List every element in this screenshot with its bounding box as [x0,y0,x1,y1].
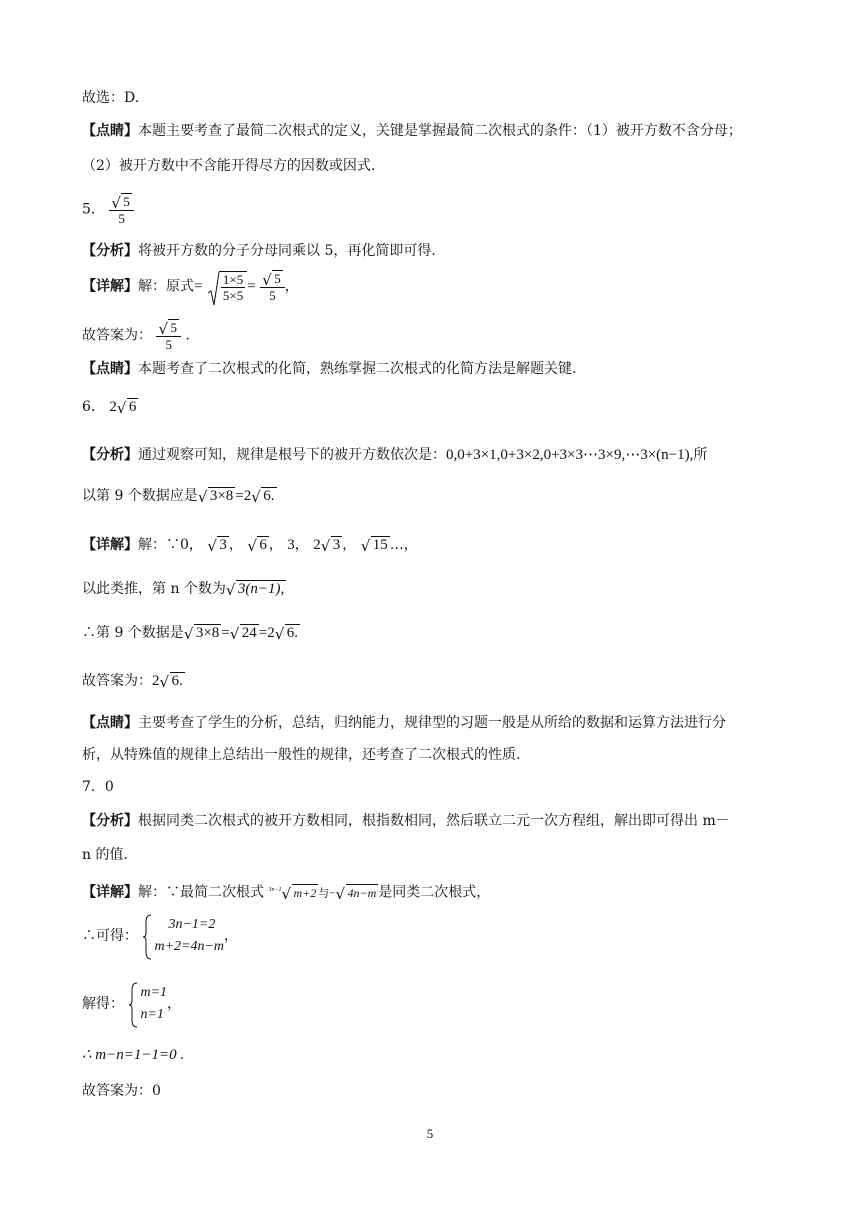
q5-answer-denominator: 5 [109,210,134,226]
q7-therefore: ∴ m−n=1−1=0 . [82,1047,185,1063]
detail-tag: 【详解】 [82,884,138,901]
q5-final-denominator: 5 [156,336,181,352]
q7-rad2: 4n−m [347,885,377,900]
q7-can-get: ∴可得： [82,928,138,944]
q7-eq2: m+2=4n−m [154,939,225,954]
point-tag: 【点睛】 [82,123,138,139]
q5-point-text: 本题考查了二次根式的化简，熟练掌握二次根式的化简方法是解题关键. [138,361,577,377]
q6-analysis-eq: =2 [235,488,252,504]
q6-point-text1: 主要考查了学生的分析，总结，归纳能力，规律型的习题一般是从所给的数据和运算方法进行分 [138,715,726,731]
q6-infer [82,579,286,599]
q6-final-rad: 6. [171,673,183,689]
q6-item: 6 [259,537,267,553]
q4-point-line2: （2）被开方数中不含能开得尽方的因数或因式. [82,158,376,174]
q6-final [82,671,185,691]
q6-analysis-line2-prefix: 以第 9 个数据应是 [82,488,198,504]
point-tag: 【点睛】 [82,715,138,731]
q6-infer-rad: 3(n−1), [237,581,285,597]
analysis-tag: 【分析】 [82,243,138,259]
q5-detail-radical [207,271,247,303]
q6-final-prefix: 故答案为： [82,673,152,689]
q7-equation-system [142,914,224,958]
q6-point-line2: 析，从特殊值的规律上总结出一般性的规律，还考查了二次根式的性质. [82,747,521,763]
q5-detail-result [260,270,285,303]
q6-detail-text: 解：∵0， [138,537,203,553]
previous-answer: 故选：D. [82,90,140,106]
q5-final-radicand: 5 [170,320,177,335]
q5-result-denominator: 5 [260,287,285,303]
q7-detail-text1: 解：∵最简二次根式 [138,884,264,901]
q6-item: 3 [287,537,295,553]
q6-therefore-coef: 2 [267,625,275,641]
q6-analysis-end: 所 [693,447,708,463]
q7-sol2: n=1 [140,1007,164,1022]
detail-tag: 【详解】 [82,537,138,553]
q5-detail: 【详解】解：原式= $\frac{1\times 5}{5\times 5}$ = √ $\frac{5}{5}$ ， [82,270,299,303]
q6-therefore-rad1: 3×8 [195,625,220,641]
q5-final-fraction [156,319,181,352]
q5-final-prefix: 故答案为： [82,327,152,344]
q5-detail-prefix: 解：原式 [138,278,194,295]
q5-result-radicand: 5 [274,271,281,286]
q6-analysis-line2 [82,486,277,506]
q7-analysis-line2: n 的值. [82,847,128,863]
q6-therefore-text: ∴第 9 个数据是 [82,625,184,641]
q6-analysis-sequence: 0,0+3×1,0+3×2,0+3×3⋯3×9,⋯3×(n−1), [446,447,694,463]
q4-point-text: 本题主要考查了最简二次根式的定义，关键是掌握最简二次根式的条件：（1）被开方数不含分母； [138,123,742,139]
q5-final: 故答案为： √ $\frac{5}{5}$ . [82,319,190,352]
q7-solution: 解得： m=1 n=1 ， [82,982,181,1026]
q7-solve-label: 解得： [82,996,124,1012]
q6-item: 15 [372,537,388,553]
q5-analysis [82,241,436,261]
q7-system: ∴可得： 3n−1=2 m+2=4n−m ， [82,914,238,958]
q5-analysis-text: 将被开方数的分子分母同乘以 5，再化简即可得. [138,243,436,259]
q7-solution-system [128,982,167,1026]
detail-tag: 【详解】 [82,278,138,295]
q7-analysis-text1: 根据同类二次根式的被开方数相同，根指数相同，然后联立二元一次方程组，解出即可得出 m－ [138,813,730,829]
q6-analysis-line1 [82,445,707,465]
point-tag: 【点睛】 [82,361,138,377]
q6-detail: 【详解】解：∵0， √ 3 ， √ 6 ， 3， 2√ 3 ， √ 15 …， [82,535,418,555]
q7-root-index: 3n−1 [268,887,282,893]
q7-detail-text2: 是同类二次根式， [378,884,491,901]
q4-point-line1 [82,121,742,141]
q5-answer-fraction [109,193,134,226]
q7-answer-line: 7．0 [82,779,114,795]
q6-infer-text: 以此类推，第 n 个数为 [82,581,226,597]
q5-answer-line [82,193,134,226]
analysis-tag: 【分析】 [82,447,138,463]
q6-detail-end: …， [389,537,418,553]
q7-rad1: m+2 [293,885,317,900]
q6-final-coef: 2 [152,673,160,689]
q5-answer-radicand: 5 [123,194,130,209]
q5-rad-numerator: 1×5 [222,271,244,287]
q6-item: 3 [219,537,227,553]
q6-answer-coef: 2 [109,399,117,415]
q6-number: 6． [82,399,105,415]
q6-therefore: ∴第 9 个数据是√ 3×8 =√ 24 =2√ 6. [82,623,300,643]
q6-therefore-rad3: 6. [286,625,298,641]
q6-item: 2 [313,537,321,553]
page-number: 5 [426,1126,434,1141]
q7-eq1: 3n−1=2 [168,917,216,932]
q7-detail: 【详解】解：∵最简二次根式 $^{3n-1}$√ m+2 与−√ 4n−m 是同类二次根式， [82,880,490,904]
q6-point-line1 [82,713,726,733]
q6-analysis-text: 通过观察可知，规律是根号下的被开方数依次是： [138,447,446,463]
q7-final: 故答案为：0 [82,1083,161,1099]
analysis-tag: 【分析】 [82,813,138,829]
q6-therefore-rad2: 24 [241,625,257,641]
q6-answer-radicand: 6 [128,399,137,415]
q5-rad-denominator: 5×5 [222,287,244,303]
q6-item: 3 [332,537,341,553]
q5-point [82,359,576,379]
q7-sol1: m=1 [140,985,168,1000]
q6-analysis-rad2: 6. [263,488,275,504]
q6-answer-line [82,397,138,417]
q6-analysis-rad: 3×8 [209,488,234,504]
q7-analysis-line1 [82,811,730,831]
q7-detail-mid: 与 [318,886,330,900]
q5-number: 5． [82,201,105,218]
